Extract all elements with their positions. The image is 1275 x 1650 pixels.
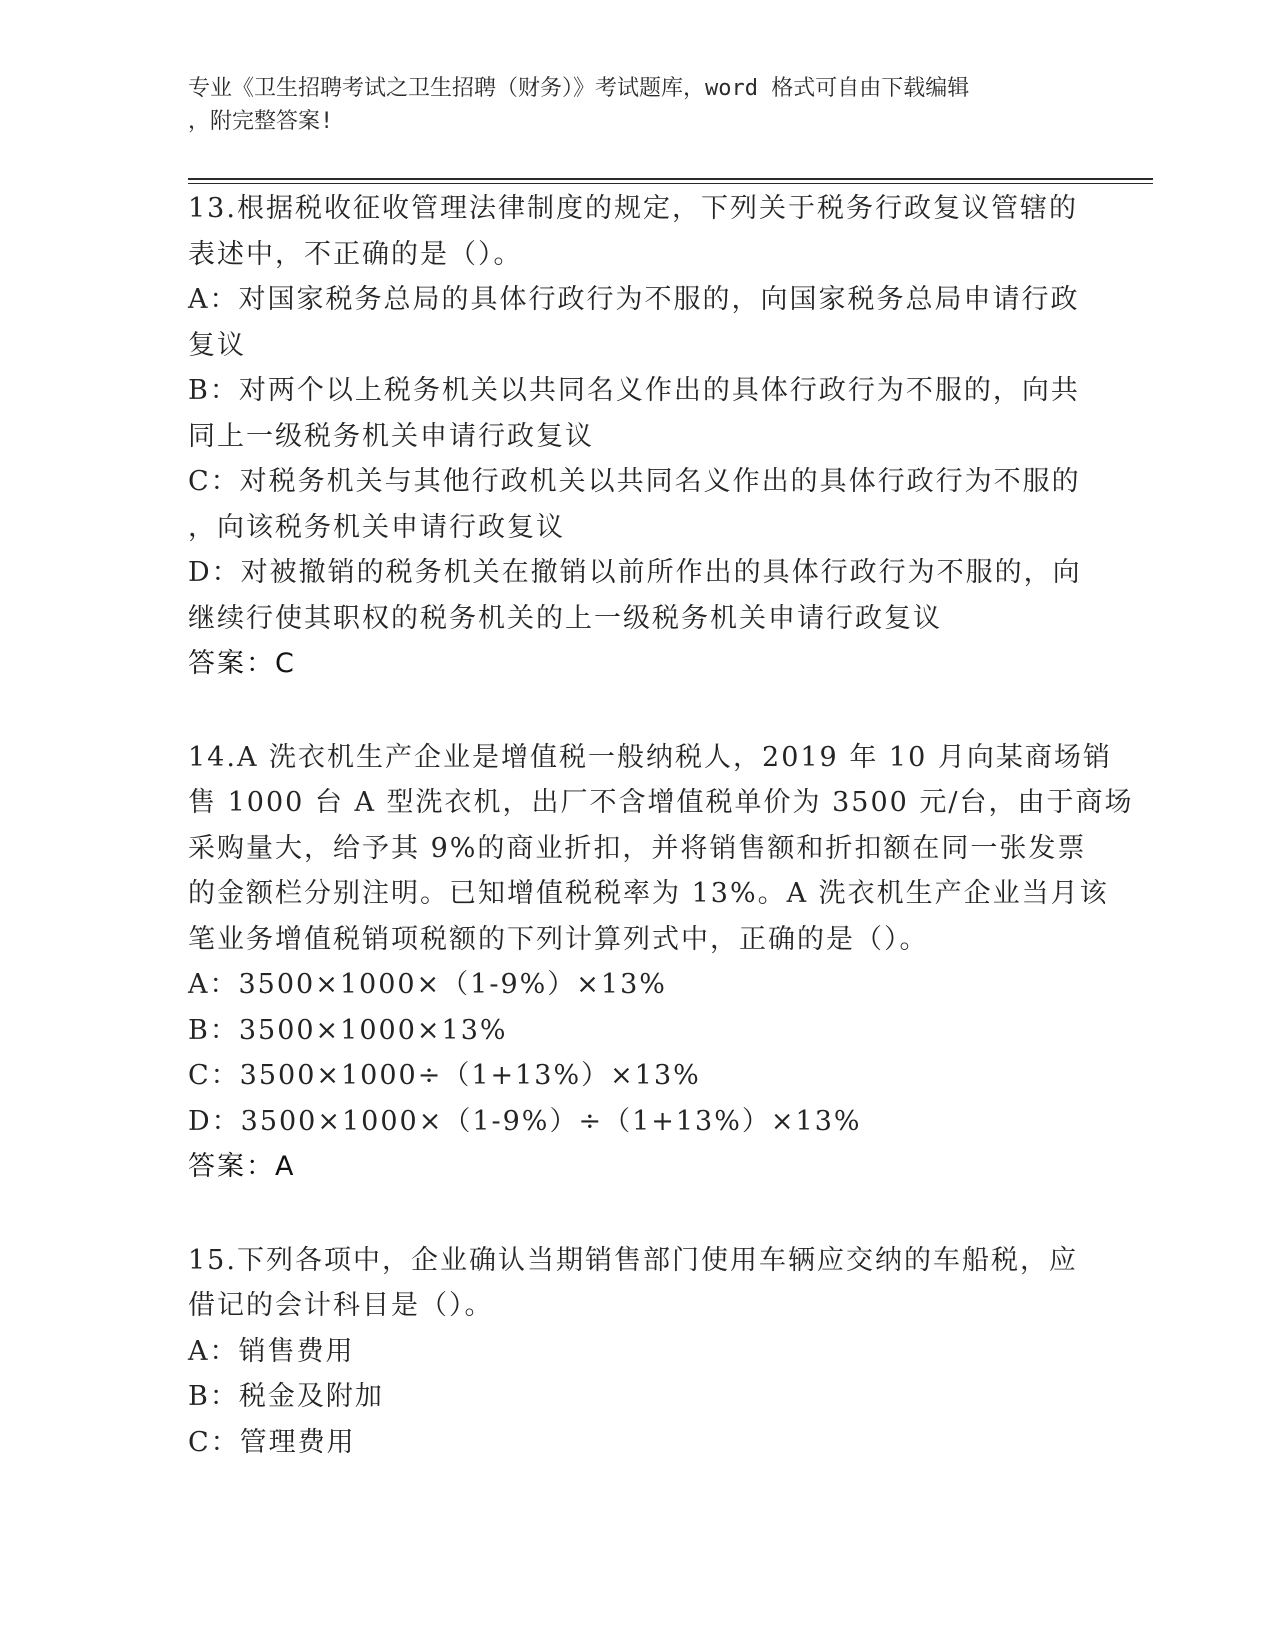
option-line: C：对税务机关与其他行政机关以共同名义作出的具体行政行为不服的 (188, 466, 1081, 497)
question-13 (188, 186, 1088, 687)
option-line: 同上一级税务机关申请行政复议 (188, 420, 594, 452)
question-stem-line: 表述中，不正确的是（）。 (188, 238, 523, 270)
question-15 (188, 1238, 1088, 1466)
header-divider-thin (188, 183, 1153, 184)
question-14 (188, 735, 1134, 1190)
question-stem-line: 的金额栏分别注明。已知增值税税率为 13%。A 洗衣机生产企业当月该 (188, 878, 1109, 909)
question-list (188, 186, 1134, 1513)
option-line: B：对两个以上税务机关以共同名义作出的具体行政行为不服的，向共 (188, 375, 1080, 406)
question-stem-line: 笔业务增值税销项税额的下列计算列式中，正确的是（）。 (188, 923, 929, 955)
answer-label: 答案：C (188, 648, 296, 679)
option-line: D：对被撤销的税务机关在撤销以前所作出的具体行政行为不服的，向 (188, 557, 1082, 588)
question-stem-line: 13.根据税收征收管理法律制度的规定，下列关于税务行政复议管辖的 (188, 193, 1078, 224)
header-line-1: 专业《卫生招聘考试之卫生招聘（财务）》考试题库，word 格式可自由下载编辑 (188, 76, 970, 101)
option-line: 继续行使其职权的税务机关的上一级税务机关申请行政复议 (188, 602, 942, 634)
option-line: 复议 (188, 329, 246, 361)
option-line: A：销售费用 (188, 1335, 355, 1367)
answer-label: 答案：A (188, 1151, 296, 1182)
document-header (188, 72, 1068, 138)
option-line: C：管理费用 (188, 1426, 356, 1458)
option-line: A：对国家税务总局的具体行政行为不服的，向国家税务总局申请行政 (188, 284, 1080, 315)
header-line-2: ，附完整答案! (188, 109, 334, 134)
option-line: ，向该税务机关申请行政复议 (188, 511, 565, 543)
question-stem-line: 15.下列各项中，企业确认当期销售部门使用车辆应交纳的车船税，应 (188, 1244, 1078, 1276)
option-line: B：税金及附加 (188, 1381, 384, 1412)
header-divider-thick (188, 178, 1153, 180)
question-stem-line: 借记的会计科目是（）。 (188, 1290, 494, 1321)
question-stem-line: 采购量大，给予其 9%的商业折扣，并将销售额和折扣额在同一张发票 (188, 832, 1087, 864)
option-line: A：3500×1000×（1-9%）×13% (188, 969, 667, 1000)
option-line: C：3500×1000÷（1+13%）×13% (188, 1060, 701, 1091)
option-line: D：3500×1000×（1-9%）÷（1+13%）×13% (188, 1105, 862, 1137)
question-stem-line: 售 1000 台 A 型洗衣机，出厂不含增值税单价为 3500 元/台，由于商场 (188, 787, 1134, 818)
option-line: B：3500×1000×13% (188, 1014, 508, 1046)
question-stem-line: 14.A 洗衣机生产企业是增值税一般纳税人，2019 年 10 月向某商场销 (188, 741, 1112, 773)
